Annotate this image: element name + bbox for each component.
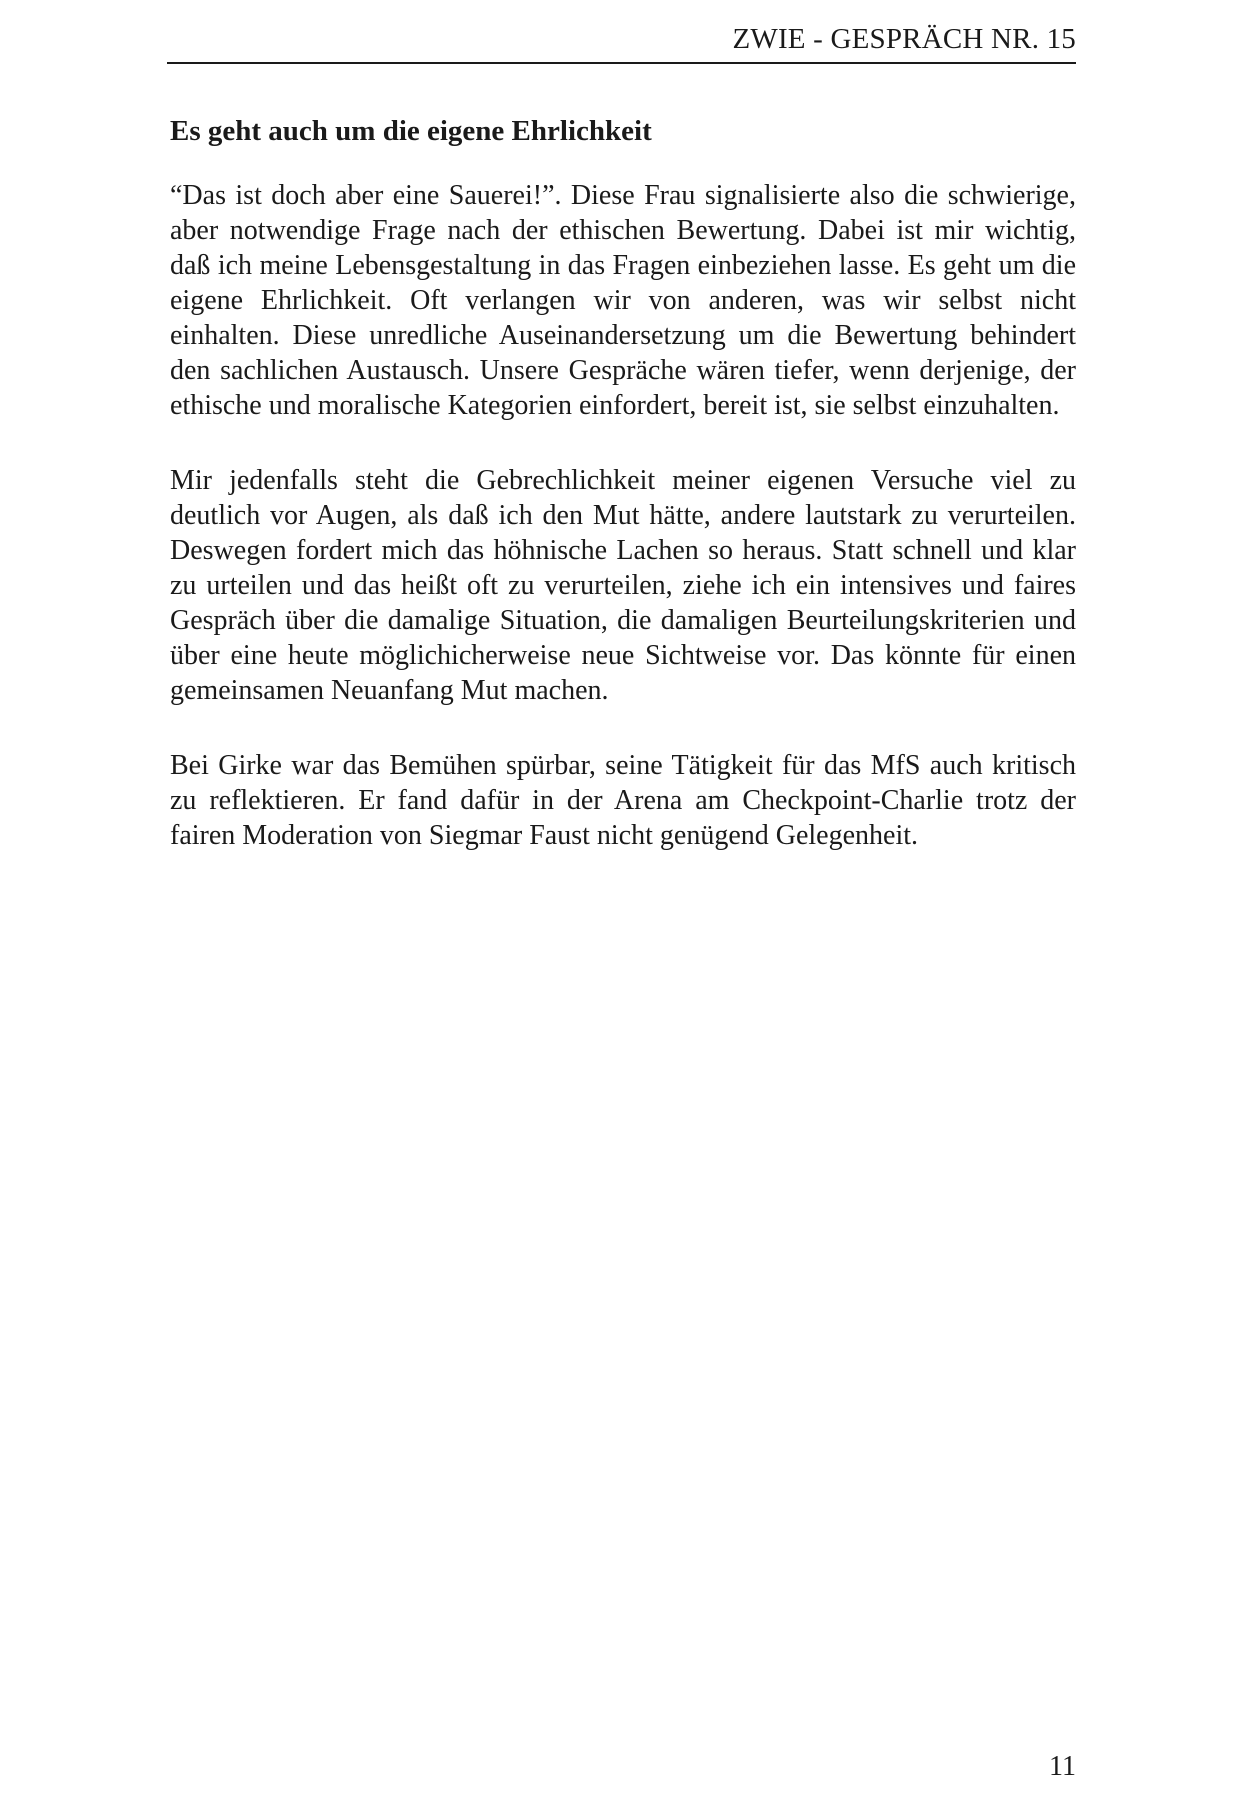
paragraph-3: Bei Girke war das Bemühen spürbar, seine Tätigkeit für das MfS auch kritisch zu reflektieren. Er fand dafür in der Arena am Checkpoint-Charlie trotz der fairen Moderation von Siegmar Faust nicht genügend Gelegenheit. [170, 750, 1076, 851]
paragraph-2: Mir jedenfalls steht die Gebrechlichkeit meiner eigenen Versuche viel zu deutlich vor Augen, als daß ich den Mut hätte, andere lautstark zu verurteilen. Deswegen fordert mich das höhnische Lachen so heraus. Statt schnell und klar zu urteilen und das heißt oft zu verurteilen, ziehe ich ein intensives und faires Gespräch über die damalige Situation, die damaligen Beurteilungskriterien und über eine heute möglichicherweise neue Sichtweise vor. Das könnte für einen gemeinsamen Neuanfang Mut machen. [170, 465, 1076, 706]
page-number: 11 [1049, 1751, 1076, 1782]
running-header: ZWIE - GESPRÄCH NR. 15 [732, 23, 1076, 55]
paragraph-1: “Das ist doch aber eine Sauerei!”. Diese Frau signalisierte also die schwierige, aber notwendige Frage nach der ethischen Bewertung. Dabei ist mir wichtig, daß ich meine Lebensgestaltung in das Fragen einbeziehen lasse. Es geht um die eigene Ehrlichkeit. Oft verlangen wir von anderen, was wir selbst nicht einhalten. Diese unredliche Auseinandersetzung um die Bewertung behindert den sachlichen Austausch. Unsere Gespräche wären tiefer, wenn derjenige, der ethische und moralische Kategorien einfordert, bereit ist, sie selbst einzuhalten. [170, 180, 1076, 421]
section-heading: Es geht auch um die eigene Ehrlichkeit [170, 115, 652, 147]
body-text [170, 178, 1076, 893]
header-rule [167, 62, 1076, 64]
